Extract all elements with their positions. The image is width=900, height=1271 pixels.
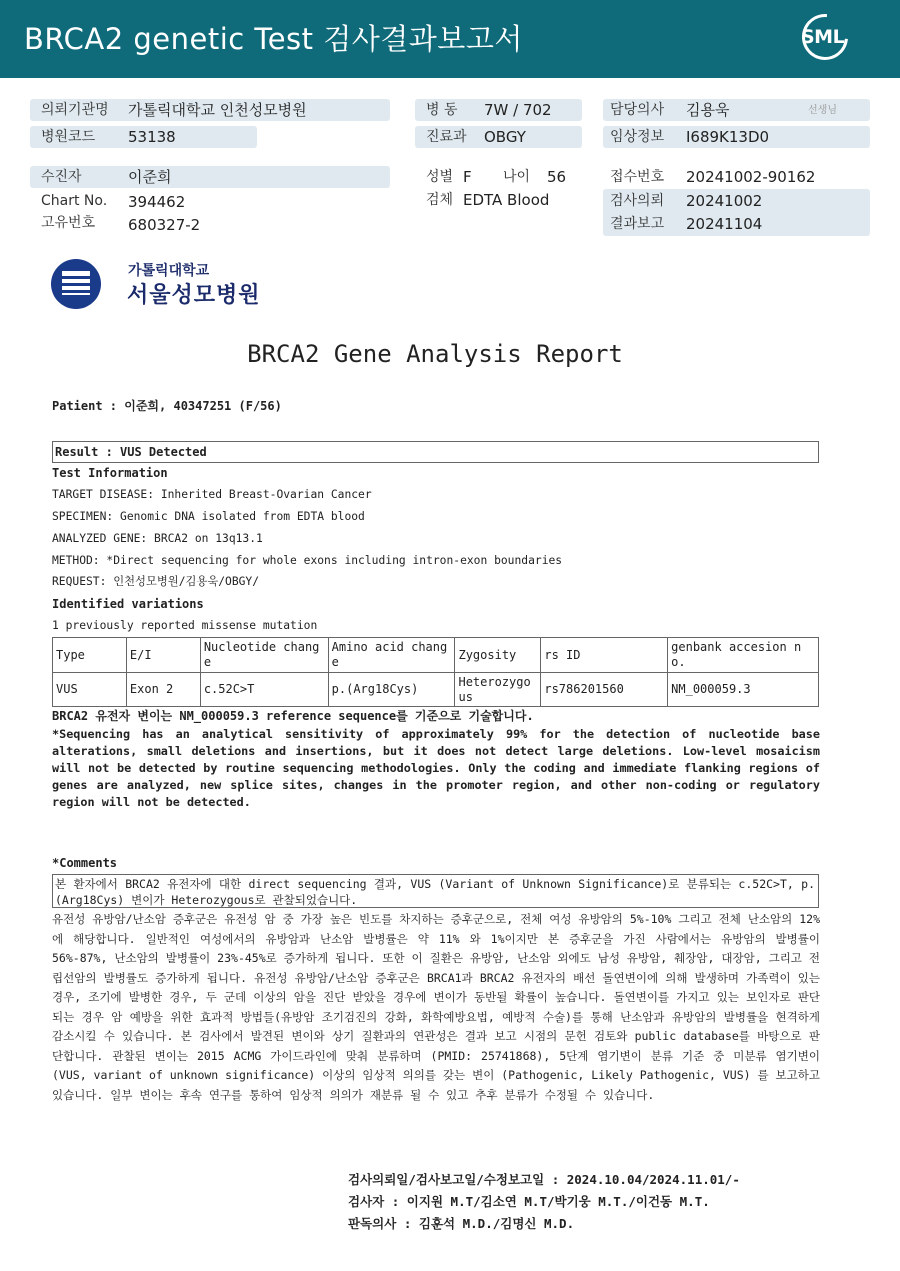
patient-value: 이준희 bbox=[128, 168, 172, 186]
table-header-cell: Type bbox=[53, 638, 127, 673]
ward-label: 병 동 bbox=[426, 102, 458, 118]
specimen-line: SPECIMEN: Genomic DNA isolated from EDTA blood bbox=[52, 510, 365, 523]
hospital-code-label: 병원코드 bbox=[41, 129, 96, 145]
hospital-name-large: 서울성모병원 bbox=[127, 283, 261, 308]
table-header-cell: Nucleotide change bbox=[200, 638, 328, 673]
clinical-label: 임상정보 bbox=[610, 129, 665, 145]
id-value: 680327-2 bbox=[128, 216, 201, 234]
result-text: Result : VUS Detected bbox=[55, 445, 207, 459]
table-header-cell: genbank accesion no. bbox=[668, 638, 819, 673]
doctor-label: 담당의사 bbox=[610, 102, 665, 118]
age-label: 나이 bbox=[503, 169, 531, 185]
variations-note: 1 previously reported missense mutation bbox=[52, 619, 318, 632]
institution-label: 의뢰기관명 bbox=[41, 102, 109, 118]
readers-line: 판독의사 : 김훈석 M.D./김명신 M.D. bbox=[348, 1216, 575, 1231]
age-value: 56 bbox=[547, 168, 567, 186]
header-band bbox=[0, 0, 900, 78]
examiners-line: 검사자 : 이지원 M.T/김소연 M.T/박기웅 M.T./이건동 M.T. bbox=[348, 1194, 710, 1209]
doctor-value: 김용욱 bbox=[686, 101, 730, 119]
table-header-cell: Zygosity bbox=[455, 638, 541, 673]
clinical-value: I689K13D0 bbox=[686, 128, 770, 146]
patient-strip bbox=[30, 166, 390, 188]
variations-heading: Identified variations bbox=[52, 597, 204, 611]
reference-note: BRCA2 유전자 변이는 NM_000059.3 reference sequence를 기준으로 기술합니다. bbox=[52, 709, 534, 723]
dates-line: 검사의뢰일/검사보고일/수정보고일 : 2024.10.04/2024.11.01/- bbox=[348, 1172, 740, 1187]
table-cell: c.52C>T bbox=[200, 673, 328, 707]
table-header-cell: rs ID bbox=[541, 638, 668, 673]
table-cell: p.(Arg18Cys) bbox=[328, 673, 455, 707]
chart-value: 394462 bbox=[128, 193, 186, 211]
variant-table bbox=[52, 637, 819, 707]
target-disease: TARGET DISEASE: Inherited Breast-Ovarian Cancer bbox=[52, 488, 372, 501]
table-cell: rs786201560 bbox=[541, 673, 668, 707]
dept-label: 진료과 bbox=[426, 129, 467, 145]
comment-body: 유전성 유방암/난소암 증후군은 유전성 암 중 가장 높은 빈도를 차지하는 증후군으로, 전체 여성 유방암의 5%-10% 그리고 전체 난소암의 12%에 해당합니다. 일반적인 여성에서의 유방암과 난소암 발병률은 약 11% 와 1%이지만 본 증후군을 가진 사람에서는 유방암의 발병률이 56%-87%, 난소암의 발병률이 23%-45%로 증가하게 됩니다. 또한 이 질환은 유방암, 난소암 외에도 남성 유방암, 췌장암, 대장암, 그리고 전립선암의 발병률도 증가하게 됩니다. 유전성 유방암/난소암 증후군은 BRCA1과 BRCA2 유전자의 배선 돌연변이에 의해 발생하며 가족력이 있는 경우, 조기에 발병한 경우, 두 군데 이상의 암을 진단 받았을 경우에 변이가 동반될 확률이 높습니다. 돌연변이를 가지고 있는 보인자로 판단되는 경우 암 예방을 위한 효과적 방법들(유방암 조기검진의 강화, 화학예방요법, 예방적 수술)를 통해 난소암과 유방암의 발병률을 현격하게 감소시킬 수 있습니다. 본 검사에서 발견된 변이와 상기 질환과의 연관성은 결과 보고 시점의 문헌 검토와 public database를 바탕으로 판단합니다. 관찰된 변이는 2015 ACMG 가이드라인에 맞춰 분류하며 (PMID: 25741868), 5단계 염기변이 분류 기준 중 미분류 염기변이 (VUS, variant of unknown significance) 이상의 임상적 의의를 갖는 변이 (Pathogenic, Likely Pathogenic, VUS) 를 보고하고 있습니다. 일부 변이는 후속 연구를 통하여 임상적 의의가 재분류 될 수 있고 추후 분류가 수정될 수 있습니다. bbox=[52, 912, 820, 1102]
sex-label: 성별 bbox=[426, 169, 454, 185]
table-header-row bbox=[53, 638, 819, 673]
hospital-name-small: 가톨릭대학교 bbox=[128, 263, 210, 279]
table-cell: NM_000059.3 bbox=[668, 673, 819, 707]
hospital-code-value: 53138 bbox=[128, 128, 176, 146]
specimen-value: EDTA Blood bbox=[463, 191, 550, 209]
receipt-value: 20241002-90162 bbox=[686, 168, 816, 186]
sex-value: F bbox=[463, 168, 472, 186]
report-date-label: 결과보고 bbox=[610, 216, 665, 232]
table-cell: VUS bbox=[53, 673, 127, 707]
ward-value: 7W / 702 bbox=[484, 101, 552, 119]
comment-boxed-text: 본 환자에서 BRCA2 유전자에 대한 direct sequencing 결과, VUS (Variant of Unknown Significance)로 분류되는 c.52C>T, p.(Arg18Cys) 변이가 Heterozygous로 관찰되었습니다. bbox=[55, 877, 815, 907]
table-header-cell: E/I bbox=[126, 638, 200, 673]
table-header-cell: Amino acid change bbox=[328, 638, 455, 673]
id-label: 고유번호 bbox=[41, 215, 96, 231]
specimen-label: 검체 bbox=[426, 192, 454, 208]
sensitivity-note: *Sequencing has an analytical sensitivity of approximately 99% for the detection of nucleotide base alterations, small deletions and insertions, but it does not detect large deletions. Low-level mosaicism will not be detected by routine sequencing methodologies. Only the coding and immediate flanking regions of genes are analyzed, new splice sites, changes in the promoter region, and other non-coding or regulatory region will not be detected. bbox=[52, 727, 820, 809]
request-line: REQUEST: 인천성모병원/김용욱/OBGY/ bbox=[52, 575, 260, 588]
request-value: 20241002 bbox=[686, 192, 763, 210]
receipt-label: 접수번호 bbox=[610, 169, 665, 185]
doctor-suffix: 선생님 bbox=[808, 105, 837, 116]
analyzed-gene: ANALYZED GENE: BRCA2 on 13q13.1 bbox=[52, 532, 263, 545]
table-row bbox=[53, 673, 819, 707]
institution-value: 가톨릭대학교 인천성모병원 bbox=[128, 101, 307, 119]
method-line: METHOD: *Direct sequencing for whole exons including intron-exon boundaries bbox=[52, 554, 563, 567]
sml-logo-text: SML bbox=[801, 26, 845, 48]
table-cell: Heterozygous bbox=[455, 673, 541, 707]
test-info-heading: Test Information bbox=[52, 466, 168, 480]
chart-label: Chart No. bbox=[41, 193, 108, 209]
table-cell: Exon 2 bbox=[126, 673, 200, 707]
report-header-title: BRCA2 genetic Test 검사결과보고서 bbox=[24, 22, 523, 56]
patient-label: 수진자 bbox=[41, 169, 82, 185]
sml-logo-icon bbox=[796, 12, 854, 66]
report-title: BRCA2 Gene Analysis Report bbox=[247, 340, 623, 368]
patient-line: Patient : 이준희, 40347251 (F/56) bbox=[52, 399, 282, 413]
comments-heading: *Comments bbox=[52, 856, 118, 870]
dept-value: OBGY bbox=[484, 128, 526, 146]
request-label: 검사의뢰 bbox=[610, 193, 665, 209]
hospital-seal-icon bbox=[51, 259, 101, 309]
report-date-value: 20241104 bbox=[686, 215, 763, 233]
